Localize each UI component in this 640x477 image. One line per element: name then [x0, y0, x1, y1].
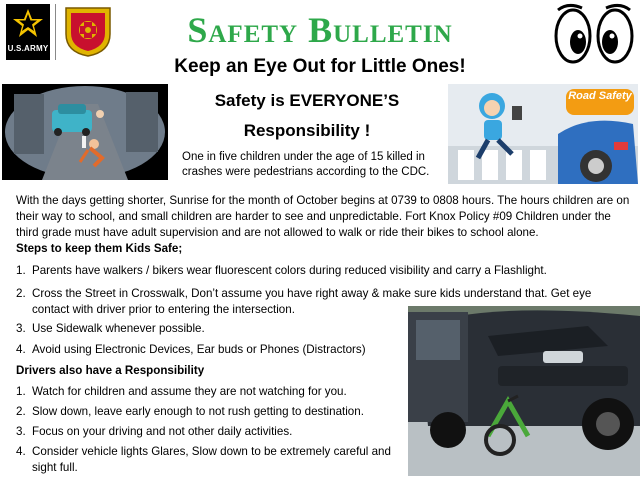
- list-item: [16, 342, 396, 358]
- list-text: Parents have walkers / bikers wear fluorescent colors during reduced visibility and carry a Flashlight.: [32, 264, 547, 277]
- steps-heading: Steps to keep them Kids Safe;: [16, 242, 183, 255]
- list-item: [16, 321, 396, 337]
- list-text: Watch for children and assume they are not watching for you.: [32, 385, 347, 398]
- car-bike-photo: [408, 306, 640, 476]
- cartoon-eyes-icon: [552, 2, 636, 66]
- lead-headline: Safety is EVERYONE’S Responsibility !: [214, 91, 400, 140]
- list-item: [16, 404, 401, 420]
- logo-divider: [55, 4, 56, 60]
- army-logo: [6, 4, 50, 60]
- army-logo-text: U.S.ARMY: [7, 44, 49, 53]
- road-safety-illustration: [448, 84, 638, 184]
- list-text: Consider vehicle lights Glares, Slow down to be extremely careful and sight full.: [32, 445, 391, 474]
- page-subtitle: Keep an Eye Out for Little Ones!: [174, 56, 466, 77]
- road-safety-sign: Road Safety: [568, 90, 632, 102]
- list-text: Focus on your driving and not other daily activities.: [32, 425, 293, 438]
- list-text: Slow down, leave early enough to not rush getting to destination.: [32, 405, 364, 418]
- child-hit-illustration: [2, 84, 168, 180]
- list-text: Use Sidewalk whenever possible.: [32, 322, 205, 335]
- army-star-icon: [10, 7, 46, 39]
- list-number: 4.: [16, 343, 26, 356]
- list-item: [16, 424, 401, 440]
- list-number: 2.: [16, 287, 26, 300]
- list-item: [16, 263, 616, 279]
- list-number: 4.: [16, 445, 26, 458]
- drivers-heading: Drivers also have a Responsibility: [16, 364, 205, 377]
- lead-stat: One in five children under the age of 15 killed in crashes were pedestrians according to the CDC.: [182, 151, 430, 178]
- list-number: 2.: [16, 405, 26, 418]
- list-number: 1.: [16, 385, 26, 398]
- list-number: 1.: [16, 264, 26, 277]
- list-number: 3.: [16, 425, 26, 438]
- list-item: [16, 384, 401, 400]
- intro-paragraph: With the days getting shorter, Sunrise for the month of October begins at 0739 to 0808 hours. The hours children are on their way to school, and small children are harder to see and unpredictable. Fort Knox Policy #09 Children under the third grade must have adult supervision and are not allowed to walk or ride their bikes to school alone.: [16, 194, 630, 239]
- fort-knox-crest-icon: [62, 4, 114, 58]
- list-number: 3.: [16, 322, 26, 335]
- page-title: Safety Bulletin: [187, 10, 453, 50]
- list-text: Avoid using Electronic Devices, Ear buds or Phones (Distractors): [32, 343, 366, 356]
- list-item: [16, 444, 401, 476]
- list-text: Cross the Street in Crosswalk, Don’t assume you have right away & make sure kids understand that. Get eye contact with driver prior to entering the intersection.: [32, 287, 592, 316]
